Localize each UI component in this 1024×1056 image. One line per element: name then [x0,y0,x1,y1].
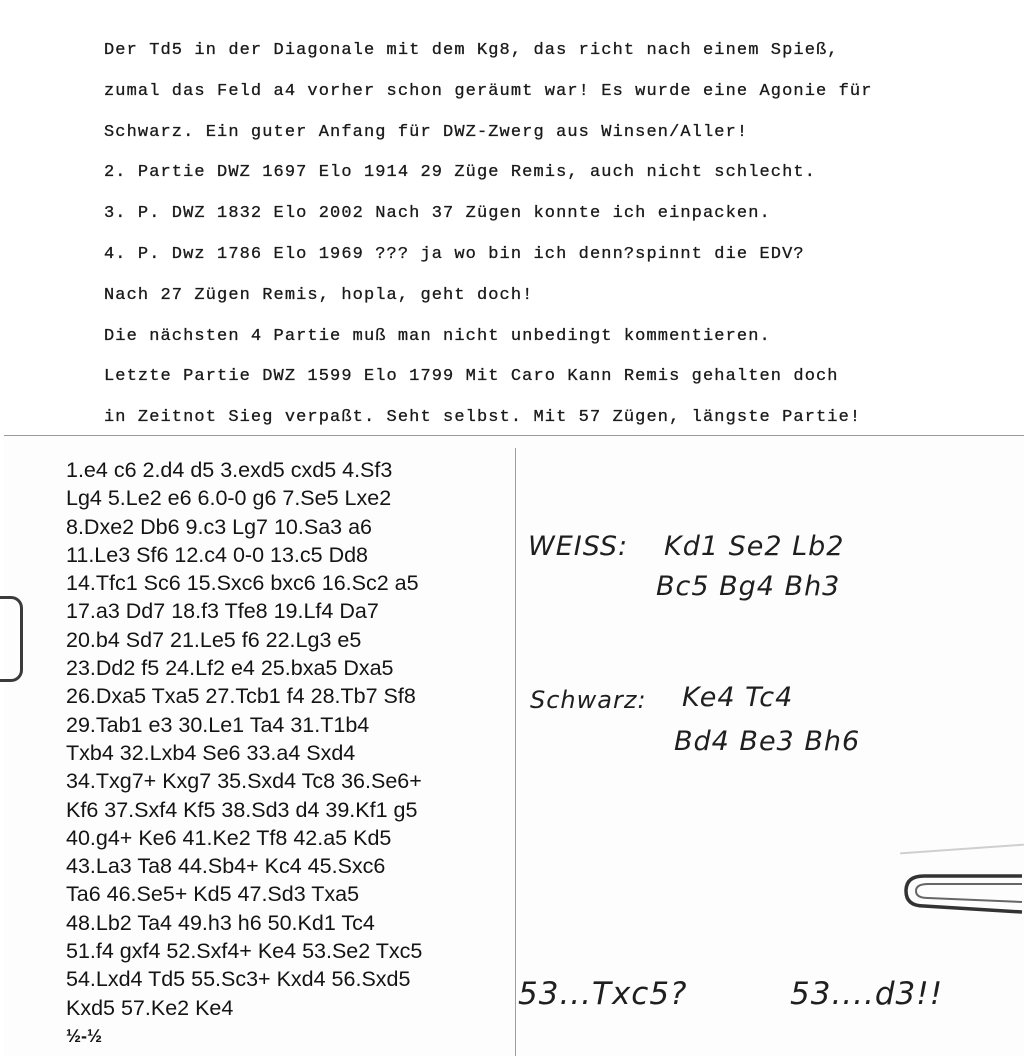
moves-line: 23.Dd2 f5 24.Lf2 e4 25.bxa5 Dxa5 [66,656,394,681]
game-notation [66,456,506,1050]
moves-line: 54.Lxd4 Td5 55.Sc3+ Kxd4 56.Sxd5 [66,967,411,992]
typed-line: 2. Partie DWZ 1697 Elo 1914 29 Züge Remis, auch nicht schlecht. [104,163,817,183]
moves-line: 29.Tab1 e3 30.Le1 Ta4 31.T1b4 [66,712,370,737]
moves-line: 20.b4 Sd7 21.Le5 f6 22.Lg3 e5 [66,627,362,652]
moves-line: 8.Dxe2 Db6 9.c3 Lg7 10.Sa3 a6 [66,514,372,539]
pasted-scoresheet-card [4,435,1024,1056]
moves-line: 26.Dxa5 Txa5 27.Tcb1 f4 28.Tb7 Sf8 [66,684,416,709]
typed-line: Der Td5 in der Diagonale mit dem Kg8, das richt nach einem Spieß, [104,41,839,60]
weiss-pawns: Bc5 Bg4 Bh3 [656,571,841,602]
moves-line: 14.Tfc1 Sc6 15.Sxc6 bxc6 16.Sc2 a5 [66,571,419,596]
moves-line: 11.Le3 Sf6 12.c4 0-0 13.c5 Dd8 [66,542,369,567]
paper-clip-icon [0,596,23,682]
typed-commentary [104,38,1004,446]
game-result: ½-½ [66,1025,103,1046]
moves-line: Ta6 46.Se5+ Kd5 47.Sd3 Txa5 [66,882,360,907]
moves-line: 34.Txg7+ Kxg7 35.Sxd4 Tc8 36.Se6+ [66,769,422,794]
moves-line: 43.La3 Ta8 44.Sb4+ Kc4 45.Sxc6 [66,854,386,879]
typed-line: in Zeitnot Sieg verpaßt. Seht selbst. Mit 57 Zügen, längste Partie! [104,408,862,428]
typed-line: Schwarz. Ein guter Anfang für DWZ-Zwerg aus Winsen/Aller! [104,122,749,142]
paper-clip-icon [902,866,1024,916]
weiss-pieces: Kd1 Se2 Lb2 [664,531,845,562]
handwritten-note-left: 53...Txc5? [518,976,688,1012]
moves-line: Txb4 32.Lxb4 Se6 33.a4 Sxd4 [66,740,356,765]
weiss-label: WEISS: [528,531,629,562]
moves-line: Kf6 37.Sxf4 Kf5 38.Sd3 d4 39.Kf1 g5 [66,797,418,822]
typed-line: Nach 27 Zügen Remis, hopla, geht doch! [104,285,534,305]
moves-line: Kxd5 57.Ke2 Ke4 [66,995,234,1020]
moves-line: 40.g4+ Ke6 41.Ke2 Tf8 42.a5 Kd5 [66,825,392,850]
schwarz-label: Schwarz: [530,686,647,714]
moves-line: 1.e4 c6 2.d4 d5 3.exd5 cxd5 4.Sf3 [66,458,393,482]
typed-line: Die nächsten 4 Partie muß man nicht unbedingt kommentieren. [104,326,771,346]
schwarz-pawns: Bd4 Be3 Bh6 [674,726,861,757]
schwarz-pieces: Ke4 Tc4 [682,682,794,713]
moves-line: 17.a3 Dd7 18.f3 Tfe8 19.Lf4 Da7 [66,599,379,624]
typed-line: zumal das Feld a4 vorher schon geräumt war! Es wurde eine Agonie für [104,81,873,101]
moves-line: 48.Lb2 Ta4 49.h3 h6 50.Kd1 Tc4 [66,910,375,935]
typed-line: Letzte Partie DWZ 1599 Elo 1799 Mit Caro Kann Remis gehalten doch [104,367,839,387]
moves-line: 51.f4 gxf4 52.Sxf4+ Ke4 53.Se2 Txc5 [66,939,423,964]
moves-line: Lg4 5.Le2 e6 6.0-0 g6 7.Se5 Lxe2 [66,486,392,511]
card-divider [515,448,516,1056]
handwritten-note-right: 53....d3!! [790,976,944,1012]
typed-line: 3. P. DWZ 1832 Elo 2002 Nach 37 Zügen konnte ich einpacken. [104,204,771,224]
typed-line: 4. P. Dwz 1786 Elo 1969 ??? ja wo bin ich denn?spinnt die EDV? [104,244,805,264]
